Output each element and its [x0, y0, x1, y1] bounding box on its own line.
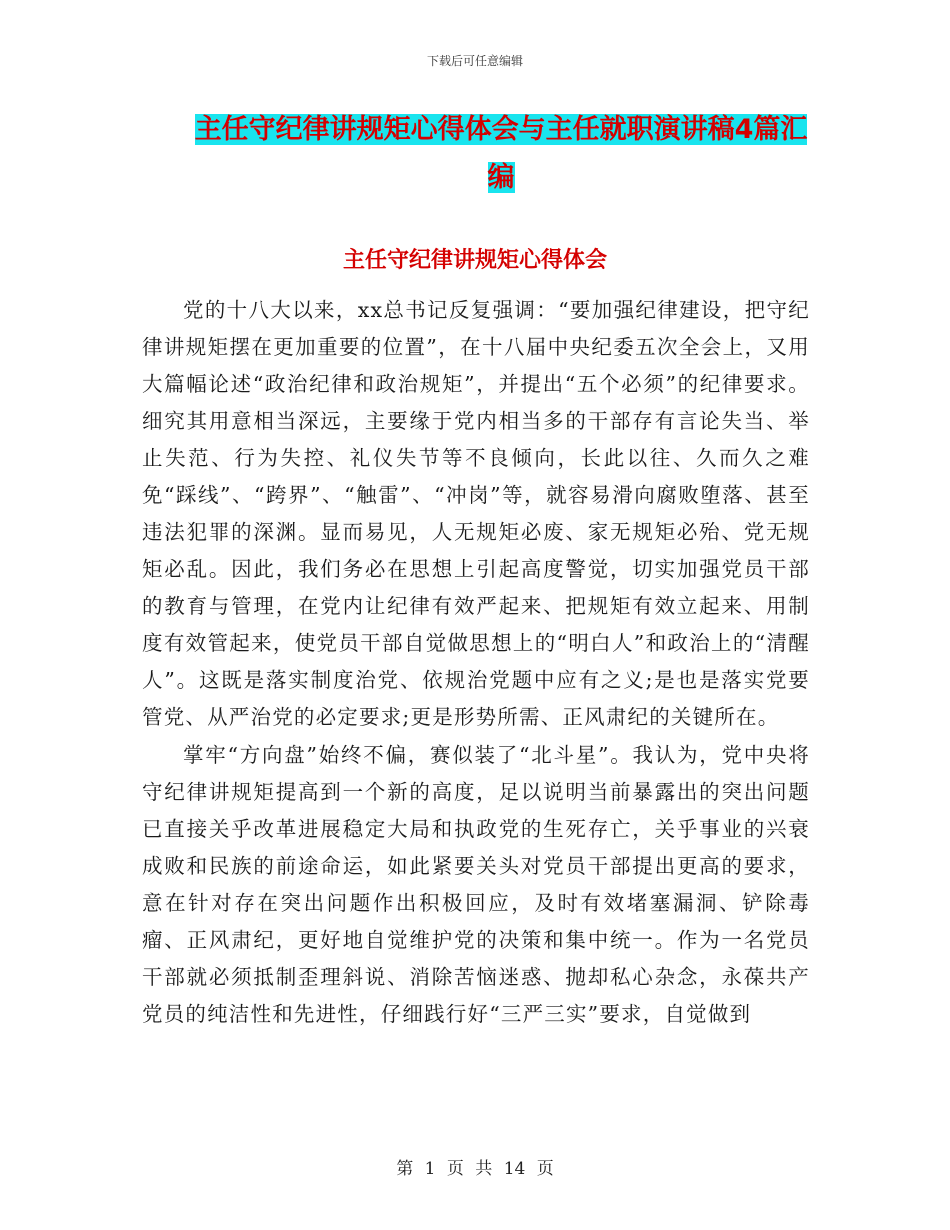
page-footer: 第 1 页 共 14 页 [396, 1159, 554, 1179]
section-title: 主任守纪律讲规矩心得体会 [342, 248, 607, 273]
header-note: 下载后可任意编辑 [426, 54, 523, 68]
document-title [186, 106, 816, 202]
paragraph: 党的十八大以来，xx总书记反复强调：“要加强纪律建设，把守纪律讲规矩摆在更加重要的位置”，在十八届中央纪委五次全会上，又用大篇幅论述“政治纪律和政治规矩”，并提出“五个必须”的纪律要求。细究其用意相当深远，主要缘于党内相当多的干部存有言论失当、举止失范、行为失控、礼仪失节等不良倾向，长此以往、久而久之难免“踩线”、“跨界”、“触雷”、“冲岗”等，就容易滑向腐败堕落、甚至违法犯罪的深渊。显而易见，人无规矩必废、家无规矩必殆、党无规矩必乱。因此，我们务必在思想上引起高度警觉，切实加强党员干部的教育与管理，在党内让纪律有效严起来、把规矩有效立起来、用制度有效管起来，使党员干部自觉做思想上的“明白人”和政治上的“清醒人”。这既是落实制度治党、依规治党题中应有之义;是也是落实党要管党、从严治党的必定要求;更是形势所需、正风肃纪的关键所在。 [142, 298, 810, 729]
document-title-text: 主任守纪律讲规矩心得体会与主任就职演讲稿4篇汇编 [194, 114, 808, 193]
paragraph: 掌牢“方向盘”始终不偏，赛似装了“北斗星”。我认为，党中央将守纪律讲规矩提高到一个新的高度，足以说明当前暴露出的突出问题已直接关乎改革进展稳定大局和执政党的生死存亡，关乎事业的兴衰成败和民族的前途命运，如此紧要关头对党员干部提出更高的要求，意在针对存在突出问题作出积极回应，及时有效堵塞漏洞、铲除毒瘤、正风肃纪，更好地自觉维护党的决策和集中统一。作为一名党员干部就必须抵制歪理斜说、消除苦恼迷惑、抛却私心杂念，永葆共产党员的纯洁性和先进性，仔细践行好“三严三实”要求，自觉做到 [142, 743, 810, 1026]
body-text [142, 292, 810, 1034]
